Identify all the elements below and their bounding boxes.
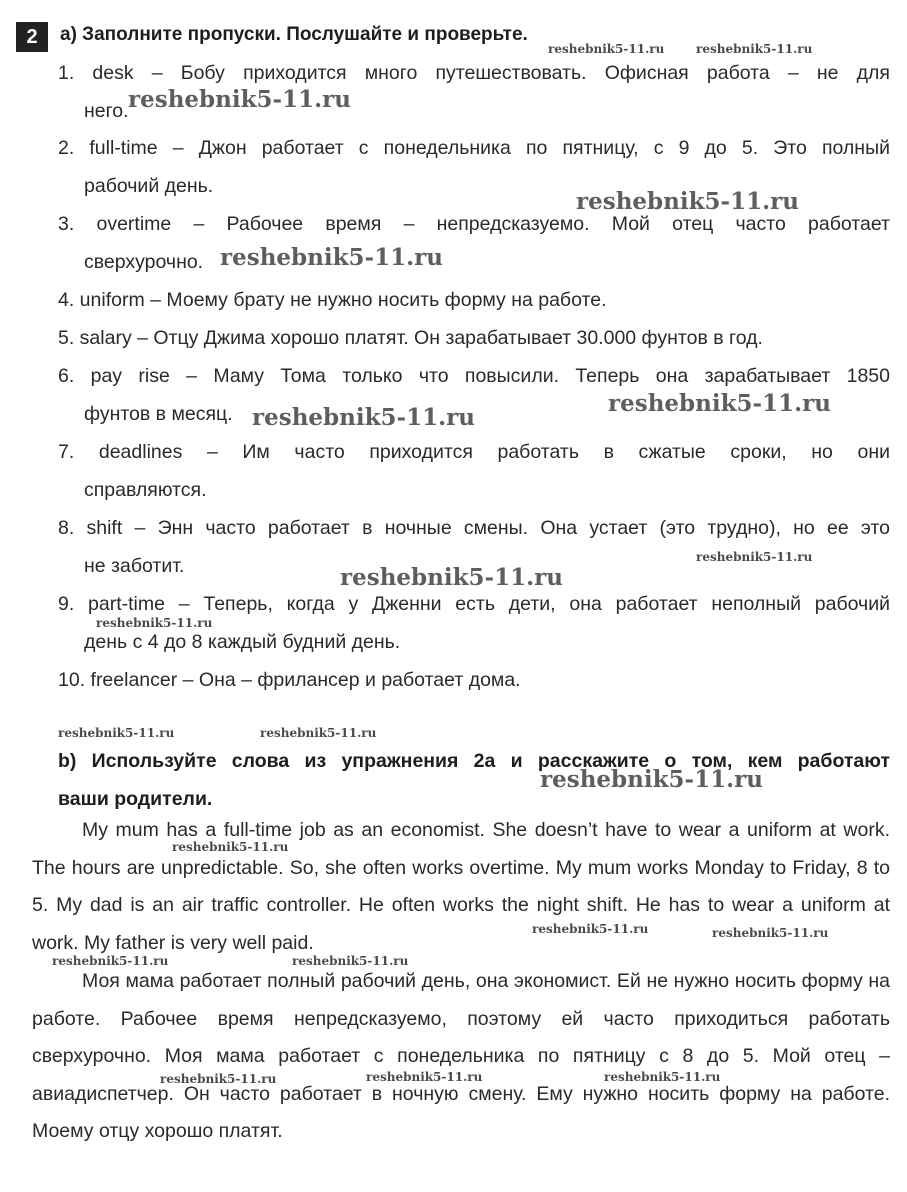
list-item-continuation: него. xyxy=(84,100,129,122)
list-item-text: 8. shift – Энн часто работает в ночные смены. Она устает (это трудно), но ее это xyxy=(58,517,890,539)
part-b-heading xyxy=(58,742,890,818)
part-b-heading-line2: ваши родители. xyxy=(58,788,213,810)
part-a-heading: a) Заполните пропуски. Послушайте и проверьте. xyxy=(60,24,528,45)
watermark: reshebnik5-11.ru xyxy=(172,840,289,854)
watermark: reshebnik5-11.ru xyxy=(696,550,813,564)
watermark: reshebnik5-11.ru xyxy=(96,616,213,630)
watermark: reshebnik5-11.ru xyxy=(608,390,831,417)
list-item-text: 5. salary – Отцу Джима хорошо платят. Он зарабатывает 30.000 фунтов в год. xyxy=(58,327,763,349)
watermark: reshebnik5-11.ru xyxy=(128,86,351,113)
list-item-text: 2. full-time – Джон работает с понедельника по пятницу, с 9 до 5. Это полный xyxy=(58,137,890,159)
watermark: reshebnik5-11.ru xyxy=(576,188,799,215)
list-item-continuation: день с 4 до 8 каждый будний день. xyxy=(84,631,401,653)
watermark: reshebnik5-11.ru xyxy=(58,726,175,740)
list-item-text: 3. overtime – Рабочее время – непредсказуемо. Мой отец часто работает xyxy=(58,213,890,235)
list-item-continuation: рабочий день. xyxy=(84,175,214,197)
list-item-continuation: фунтов в месяц. xyxy=(84,403,233,425)
paragraph-english: My mum has a full-time job as an economist. She doesn’t have to wear a uniform at work. The hours are unpredictable. So, she often works overtime. My mum works Monday to Friday, 8 to 5. My dad is an air traffic controller. He often works the night shift. He has to wear a uniform at work. My father is very well paid. xyxy=(32,819,890,954)
list-item xyxy=(58,319,890,357)
list-item-text: 10. freelancer – Она – фрилансер и работает дома. xyxy=(58,669,521,691)
watermark: reshebnik5-11.ru xyxy=(340,564,563,591)
watermark: reshebnik5-11.ru xyxy=(548,42,665,56)
watermark: reshebnik5-11.ru xyxy=(712,926,829,940)
list-item-text: 1. desk – Бобу приходится много путешествовать. Офисная работа – не для xyxy=(58,62,890,84)
list-item-text: 9. part-time – Теперь, когда у Дженни есть дети, она работает неполный рабочий xyxy=(58,593,890,615)
watermark: reshebnik5-11.ru xyxy=(604,1070,721,1084)
watermark: reshebnik5-11.ru xyxy=(366,1070,483,1084)
list-item-continuation: не заботит. xyxy=(84,555,185,577)
list-item-continuation: справляются. xyxy=(84,479,207,501)
watermark: reshebnik5-11.ru xyxy=(160,1072,277,1086)
watermark: reshebnik5-11.ru xyxy=(532,922,649,936)
list-item xyxy=(58,433,890,509)
list-item-text: 6. pay rise – Маму Тома только что повысили. Теперь она зарабатывает 1850 xyxy=(58,365,890,387)
watermark: reshebnik5-11.ru xyxy=(540,766,763,793)
list-item xyxy=(58,661,890,699)
list-item-continuation: сверхурочно. xyxy=(84,251,204,273)
watermark: reshebnik5-11.ru xyxy=(260,726,377,740)
watermark: reshebnik5-11.ru xyxy=(220,244,443,271)
list-item-text: 7. deadlines – Им часто приходится работать в сжатые сроки, но они xyxy=(58,441,890,463)
watermark: reshebnik5-11.ru xyxy=(252,404,475,431)
watermark: reshebnik5-11.ru xyxy=(52,954,169,968)
watermark: reshebnik5-11.ru xyxy=(696,42,813,56)
part-b-heading-line1: b) Используйте слова из упражнения 2a и расскажите о том, кем работают xyxy=(58,750,890,772)
paragraph-russian: Моя мама работает полный рабочий день, она экономист. Ей не нужно носить форму на работе. Рабочее время непредсказуемо, поэтому ей часто приходиться работать сверхурочно. Моя мама работает с понедельника по пятницу с 8 до 5. Мой отец – авиадиспетчер. Он часто работает в ночную смену. Ему нужно носить форму на работе. Моему отцу хорошо платят. xyxy=(32,970,890,1142)
list-item xyxy=(58,205,890,281)
exercise-number-badge: 2 xyxy=(16,22,48,52)
watermark: reshebnik5-11.ru xyxy=(292,954,409,968)
list-item xyxy=(58,281,890,319)
list-item-text: 4. uniform – Моему брату не нужно носить форму на работе. xyxy=(58,289,607,311)
